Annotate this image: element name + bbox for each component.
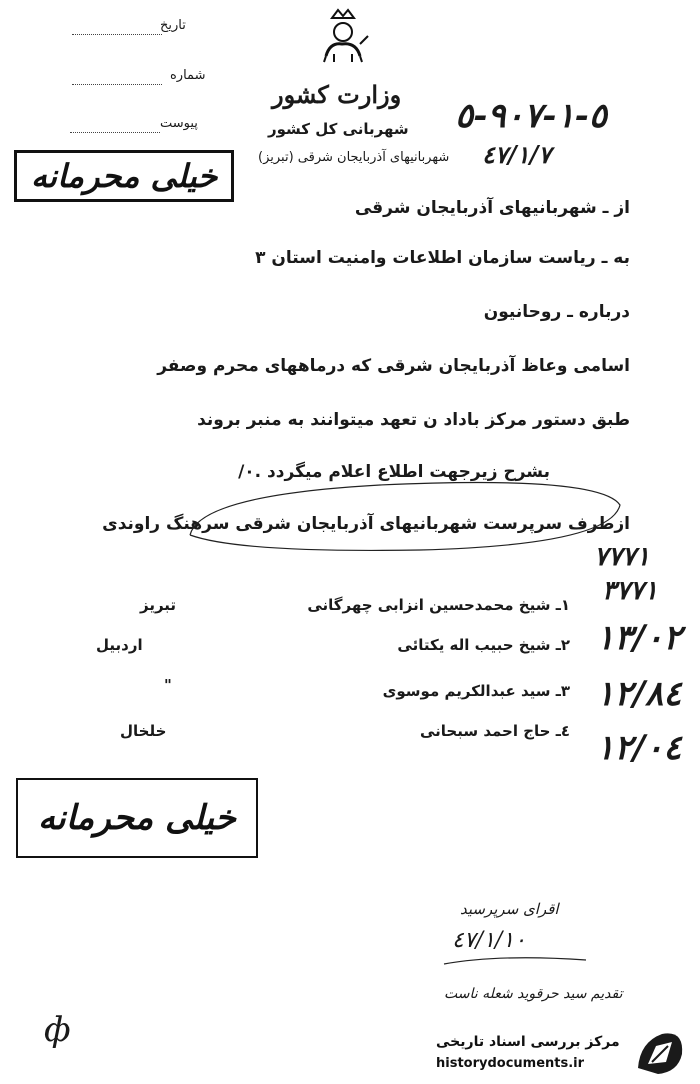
cleric-row-2-city: اردبيل — [96, 636, 143, 654]
paragraph-line-1: اسامى وعاظ آذربايجان شرقى كه درماههاى محرم وصفر — [157, 356, 630, 376]
initial-mark: ф — [44, 1010, 71, 1050]
cleric-row-4-code: ١٢/٠٤ — [596, 728, 682, 768]
footer-note-line-2: تقديم سيد حرقويد شعله ناست — [444, 986, 623, 1002]
cleric-row-3-code: ١٢/٨٤ — [596, 674, 682, 714]
subject-line: درباره ـ روحانيون — [483, 302, 630, 322]
sub-department: شهربانيهاى آذربايجان شرقى (تبريز) — [258, 150, 450, 165]
archive-logo-icon — [632, 1028, 688, 1078]
confidential-stamp-bottom: خيلى محرمانه — [16, 778, 258, 858]
cleric-row-3-city: " — [164, 676, 172, 694]
cleric-row-4-city: خلخال — [120, 722, 167, 740]
number-label: شماره — [170, 68, 206, 83]
number-field-dots — [72, 74, 162, 85]
to-line: به ـ رياست سازمان اطلاعات وامنيت استان ٣ — [255, 248, 630, 268]
confidential-stamp-top: خيلى محرمانه — [14, 150, 234, 202]
cleric-row-4-name: ٤ـ حاج احمد سبحانى — [419, 722, 570, 740]
footer-note-underline — [440, 950, 590, 970]
archive-url: historydocuments.ir — [436, 1056, 585, 1071]
lion-and-sun-emblem-icon — [312, 4, 374, 66]
paragraph-line-4: ازطرف سرپرست شهربانيهاى آذربايجان شرقى سرهنگ راوندى — [102, 514, 630, 534]
date-handwritten: ٤٧/١/٧ — [482, 140, 552, 169]
cleric-row-3-name: ٣ـ سيد عبدالكريم موسوى — [382, 682, 570, 700]
department-title: شهربانى كل كشور — [268, 120, 409, 138]
paragraph-line-3: بشرح زيرجهت اطلاع اعلام ميگردد .٠/ — [238, 462, 550, 482]
footer-note-date: ٤٧/١/١٠ — [452, 928, 526, 953]
reference-number: ٥-١-٩٠٧-٥ — [455, 96, 607, 136]
archive-name: مرکز بررسی اسناد تاریخی — [436, 1034, 620, 1050]
from-line: از ـ شهربانيهاى آذربايجان شرقى — [354, 198, 630, 218]
cleric-row-2-code: ١٣/٠٢ — [596, 618, 682, 658]
date-label: تاريخ — [160, 18, 186, 33]
cleric-row-1-city: تبريز — [140, 596, 177, 614]
date-field-dots — [72, 24, 162, 35]
cleric-row-1-name: ١ـ شيخ محمدحسين انزابى چهرگانى — [307, 596, 570, 614]
attachment-label: پيوست — [160, 116, 198, 131]
paragraph-line-2: طبق دستور مركز باداد ن تعهد ميتوانند به منبر بروند — [197, 410, 630, 430]
margin-number-1: ٧٧٧١ — [594, 542, 650, 572]
cleric-row-2-name: ٢ـ شيخ حبيب اله يكتائى — [397, 636, 570, 654]
footer-note-line-1: اقراى سرپرسيد — [460, 900, 559, 918]
handwritten-circle-mark — [180, 455, 630, 555]
attachment-field-dots — [70, 122, 160, 133]
ministry-title: وزارت كشور — [272, 80, 402, 109]
margin-number-2: ٣٧٧١ — [602, 576, 658, 606]
